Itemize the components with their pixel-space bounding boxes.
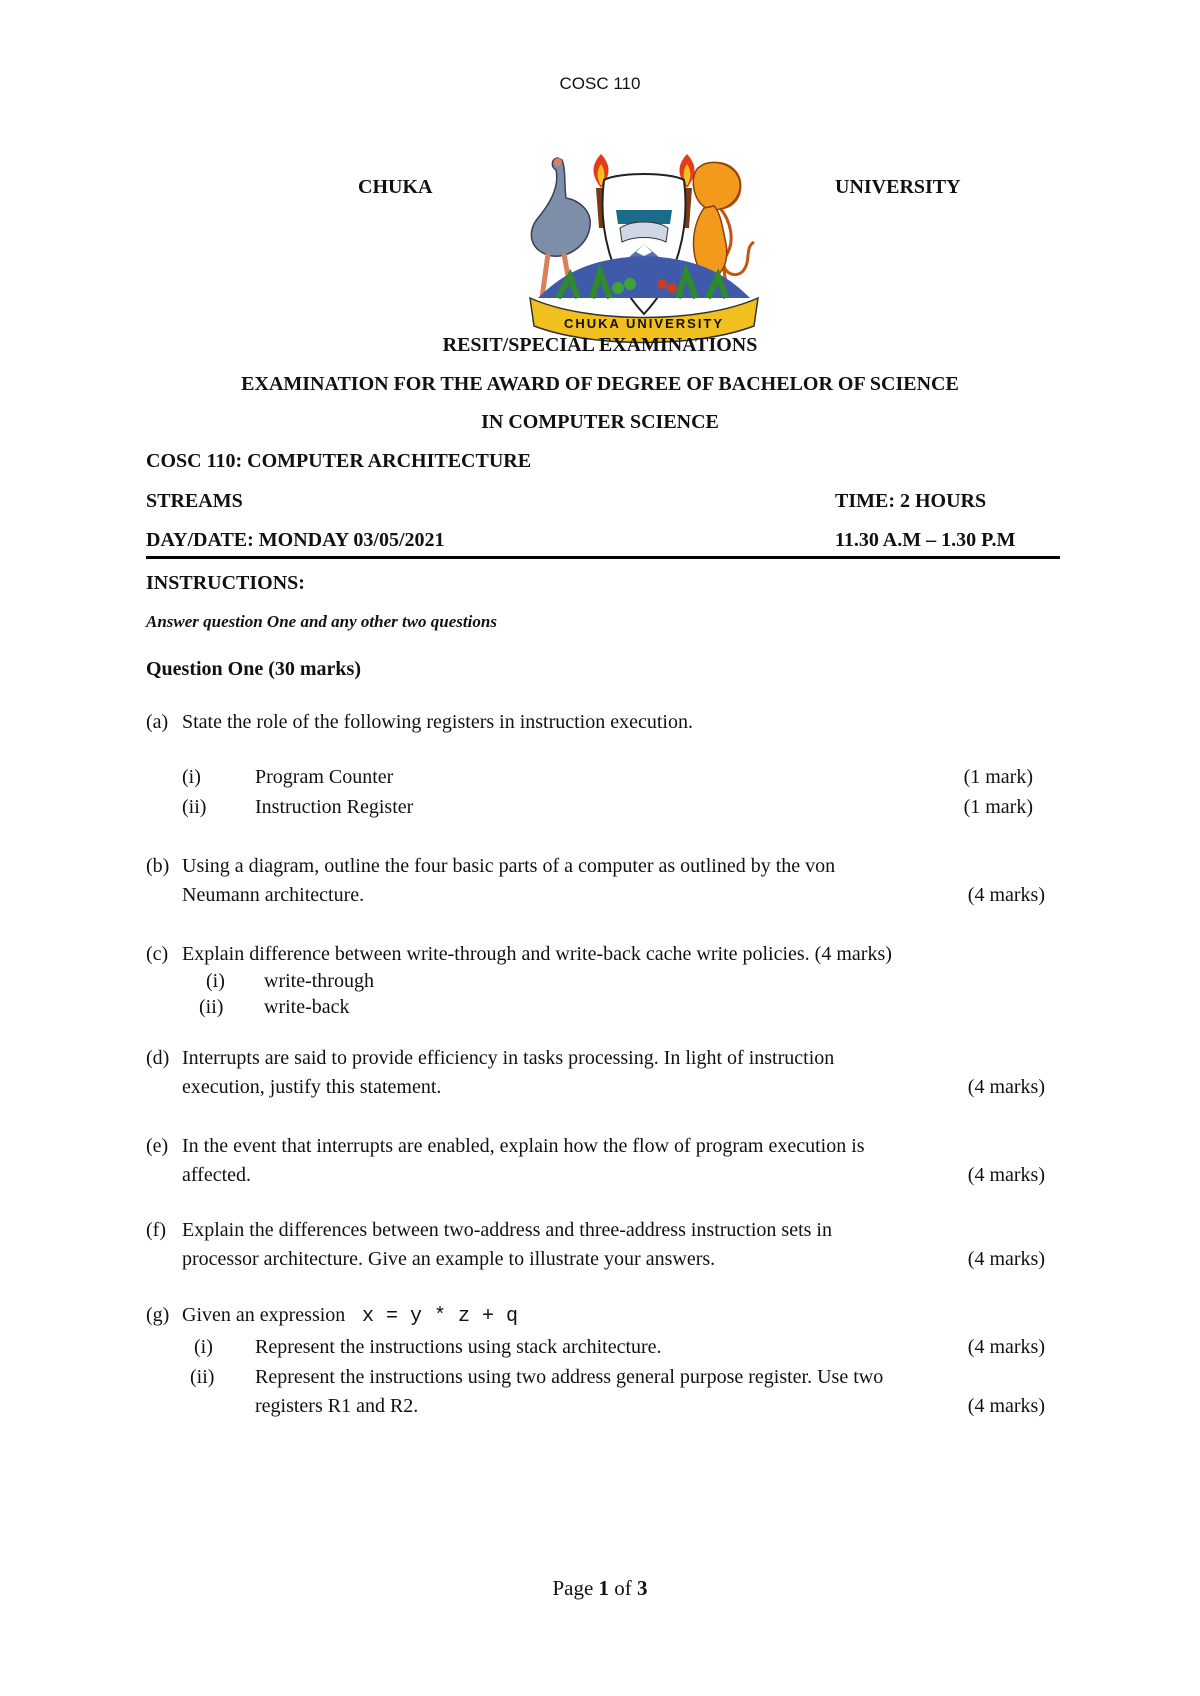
part-a-item-text: Program Counter [255, 766, 394, 788]
part-b-marks: (4 marks) [967, 884, 1045, 906]
part-b-label: (b) [146, 855, 170, 877]
part-b-text-line1: Using a diagram, outline the four basic parts of a computer as outlined by the von [182, 855, 836, 877]
university-name-left: CHUKA [358, 176, 433, 198]
part-g-item-text-cont: registers R1 and R2. [255, 1395, 419, 1417]
part-g-item-text: Represent the instructions using two address general purpose register. Use two [255, 1366, 884, 1388]
part-e-text-line2: affected. [182, 1164, 252, 1186]
question-one-heading: Question One (30 marks) [146, 658, 361, 680]
part-a-item-marks: (1 mark) [963, 796, 1033, 818]
part-g-text: Given an expression [182, 1304, 346, 1326]
instructions-text: Answer question One and any other two questions [146, 612, 497, 631]
part-g-item-text: Represent the instructions using stack architecture. [255, 1336, 662, 1358]
part-e-label: (e) [146, 1135, 169, 1157]
page-word: Page [552, 1576, 594, 1600]
degree-title-line1: EXAMINATION FOR THE AWARD OF DEGREE OF BACHELOR OF SCIENCE [241, 373, 959, 395]
part-d-text-line2: execution, justify this statement. [182, 1076, 442, 1098]
part-f-label: (f) [146, 1219, 166, 1241]
exam-type-title: RESIT/SPECIAL EXAMINATIONS [442, 334, 758, 356]
part-e-marks: (4 marks) [967, 1164, 1045, 1186]
page-header-code: COSC 110 [559, 74, 641, 93]
degree-title-line2: IN COMPUTER SCIENCE [481, 411, 719, 433]
part-g-item-marks: (4 marks) [967, 1336, 1045, 1358]
part-e-text-line1: In the event that interrupts are enabled, explain how the flow of program execution is [182, 1135, 865, 1157]
part-g-item-num: (i) [194, 1336, 213, 1358]
part-a-item-num: (ii) [182, 796, 207, 818]
logo-ribbon-text: CHUKA UNIVERSITY [563, 316, 725, 331]
part-a-label: (a) [146, 711, 169, 733]
part-a-item-marks: (1 mark) [963, 766, 1033, 788]
part-f-marks: (4 marks) [967, 1248, 1045, 1270]
part-c-item-text: write-through [264, 970, 374, 992]
part-c-item-num: (ii) [199, 996, 224, 1018]
of-word: of [614, 1576, 632, 1600]
page-footer [0, 1576, 1200, 1601]
part-f-text-line2: processor architecture. Give an example to illustrate your answers. [182, 1248, 716, 1270]
part-f-text-line1: Explain the differences between two-address and three-address instruction sets in [182, 1219, 832, 1241]
part-d-text-line1: Interrupts are said to provide efficiency in tasks processing. In light of instruction [182, 1047, 835, 1069]
part-g-item-marks: (4 marks) [967, 1395, 1045, 1417]
part-d-marks: (4 marks) [967, 1076, 1045, 1098]
instructions-heading: INSTRUCTIONS: [146, 572, 305, 594]
part-c-item-num: (i) [206, 970, 225, 992]
part-a-item-num: (i) [182, 766, 201, 788]
part-g-item-num: (ii) [190, 1366, 215, 1388]
course-title: COSC 110: COMPUTER ARCHITECTURE [146, 450, 532, 472]
page-total: 3 [637, 1576, 648, 1600]
streams-label: STREAMS [146, 490, 243, 512]
university-name-right: UNIVERSITY [835, 176, 961, 198]
part-c-item-text: write-back [264, 996, 350, 1018]
part-g-expression: x = y * z + q [362, 1305, 519, 1328]
part-d-label: (d) [146, 1047, 170, 1069]
part-a-text: State the role of the following registers in instruction execution. [182, 711, 693, 733]
part-c-label: (c) [146, 943, 169, 965]
header-divider [146, 556, 1060, 559]
university-logo [508, 148, 780, 348]
exam-duration: TIME: 2 HOURS [835, 490, 987, 512]
part-a-item-text: Instruction Register [255, 796, 414, 818]
part-b-text-line2: Neumann architecture. [182, 884, 365, 906]
exam-time-range: 11.30 A.M – 1.30 P.M [835, 529, 1016, 551]
exam-date: DAY/DATE: MONDAY 03/05/2021 [146, 529, 445, 551]
page-number: 1 [598, 1576, 610, 1600]
part-c-text: Explain difference between write-through and write-back cache write policies. (4 marks) [182, 943, 892, 965]
part-g-label: (g) [146, 1304, 170, 1326]
